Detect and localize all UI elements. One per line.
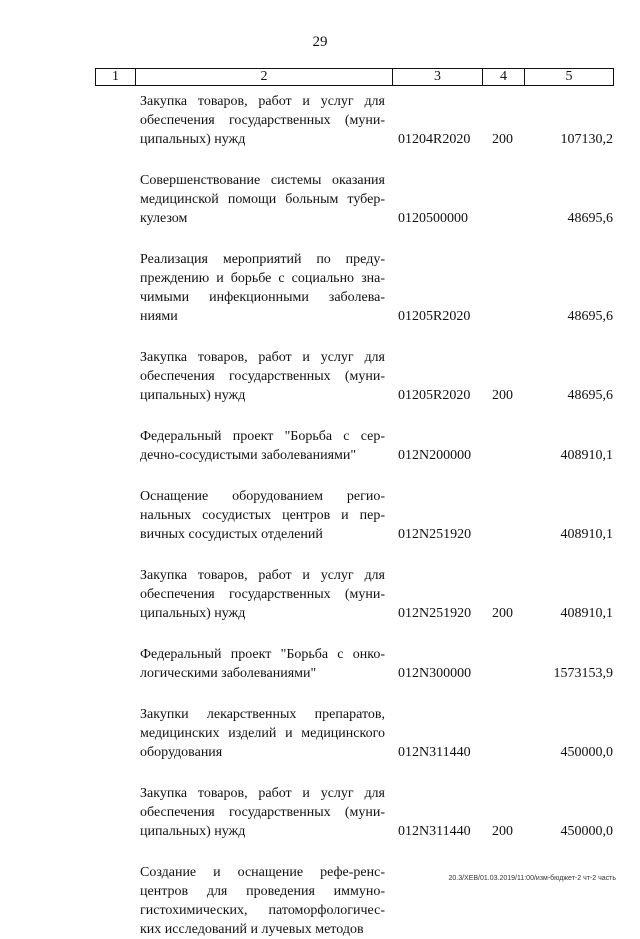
row-name: Реализация мероприятий по преду-преждению и борьбе с социально зна-чимыми инфекционными заболева-ниями	[140, 252, 385, 324]
table-row	[0, 705, 640, 762]
row-amount: 408910,1	[560, 527, 613, 542]
table-row	[0, 784, 640, 841]
row-code: 012N251920	[398, 606, 472, 621]
row-amount: 48695,6	[567, 388, 613, 403]
header-col-4: 4	[483, 69, 525, 85]
row-amount: 1573153,9	[553, 666, 613, 681]
table-row	[0, 566, 640, 623]
row-amount: 450000,0	[560, 745, 613, 760]
table-row	[0, 171, 640, 228]
header-col-3: 3	[393, 69, 483, 85]
page-number: 29	[312, 34, 328, 50]
table-row	[0, 92, 640, 149]
footer-note: 20.3/ХЕВ/01.03.2019/11:00/изм-бюджет-2 чт-2 часть	[448, 875, 616, 882]
row-name: Закупка товаров, работ и услуг для обеспечения государственных (муни-ципальных) нужд	[140, 94, 385, 147]
row-name: Федеральный проект "Борьба с онко-логическими заболеваниями"	[140, 647, 385, 681]
row-code: 012N311440	[398, 745, 471, 760]
table-header	[95, 68, 614, 86]
row-vr: 200	[492, 606, 513, 621]
row-code: 01205R2020	[398, 309, 471, 324]
row-code: 0120500000	[398, 211, 468, 226]
table-row	[0, 348, 640, 405]
header-col-1: 1	[96, 69, 136, 85]
row-name: Создание и оснащение рефе-ренс-центров для проведения иммуно-гистохимических, патоморфологичес-ких исследований и лучевых методов	[140, 865, 385, 937]
row-name: Закупки лекарственных препаратов, медицинских изделий и медицинского оборудования	[140, 707, 385, 760]
table-row	[0, 645, 640, 683]
row-name: Закупка товаров, работ и услуг для обеспечения государственных (муни-ципальных) нужд	[140, 350, 385, 403]
table-row	[0, 427, 640, 465]
row-amount: 48695,6	[567, 211, 613, 226]
header-col-2: 2	[136, 69, 393, 85]
row-code: 01204R2020	[398, 132, 471, 147]
row-code: 012N200000	[398, 448, 472, 463]
header-col-5: 5	[565, 69, 573, 84]
row-code: 012N251920	[398, 527, 472, 542]
row-amount: 48695,6	[567, 309, 613, 324]
row-code: 01205R2020	[398, 388, 471, 403]
row-name: Оснащение оборудованием регио-нальных сосудистых центров и пер-вичных сосудистых отделений	[140, 489, 385, 542]
row-amount: 408910,1	[560, 448, 613, 463]
row-code: 012N300000	[398, 666, 472, 681]
table-row	[0, 487, 640, 544]
row-vr: 200	[492, 824, 513, 839]
table-body	[0, 92, 640, 939]
row-name: Закупка товаров, работ и услуг для обеспечения государственных (муни-ципальных) нужд	[140, 568, 385, 621]
row-name: Совершенствование системы оказания медицинской помощи больным тубер-кулезом	[140, 173, 385, 226]
row-amount: 450000,0	[560, 824, 613, 839]
row-name: Закупка товаров, работ и услуг для обеспечения государственных (муни-ципальных) нужд	[140, 786, 385, 839]
row-vr: 200	[492, 132, 513, 147]
row-amount: 408910,1	[560, 606, 613, 621]
row-code: 012N311440	[398, 824, 471, 839]
row-name: Федеральный проект "Борьба с сер-дечно-сосудистыми заболеваниями"	[140, 429, 385, 463]
row-amount: 107130,2	[560, 132, 613, 147]
table-row	[0, 250, 640, 326]
row-vr: 200	[492, 388, 513, 403]
